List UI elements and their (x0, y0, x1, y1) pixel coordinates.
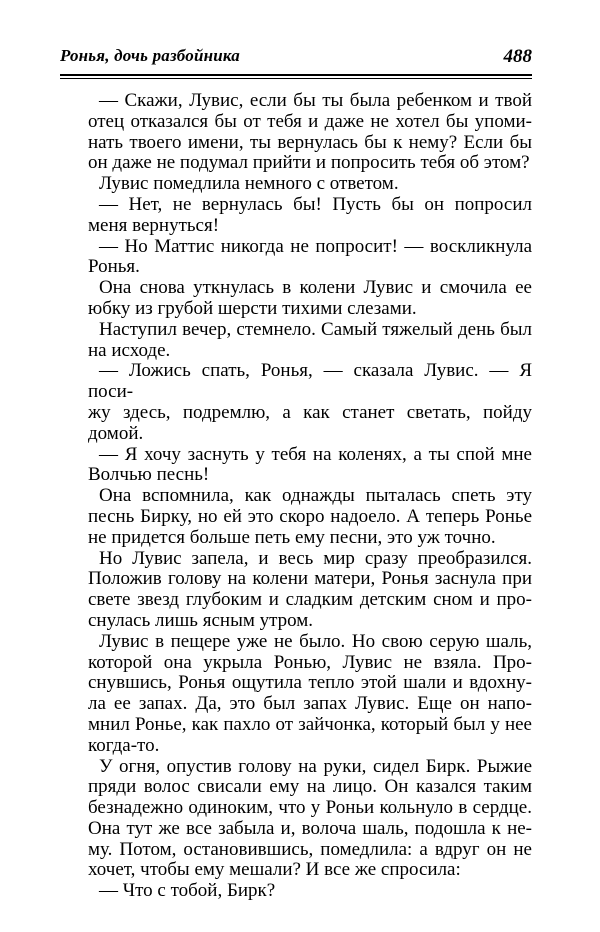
text-line: жу здесь, подремлю, а как станет светать, пойду домой. (88, 401, 532, 444)
paragraph (88, 278, 532, 320)
paragraph (88, 757, 532, 882)
paragraph (88, 320, 532, 362)
paragraph (88, 91, 532, 174)
text-line: ла ее запах. Да, это был запах Лувис. Еще он напо- (88, 693, 532, 715)
text-line: отец отказался бы от тебя и даже не хотел бы упоми- (88, 110, 532, 132)
text-line: которой она укрыла Ронью, Лувис не взяла. Про- (88, 651, 532, 673)
text-line: Лувис помедлила немного с ответом. (99, 173, 399, 195)
text-line: Лувис в пещере уже не было. Но свою серую шаль, (99, 630, 532, 652)
header-rule (60, 74, 532, 79)
text-line: — Я хочу заснуть у тебя на коленях, а ты спой мне (99, 443, 532, 465)
running-head (60, 46, 532, 76)
text-line: снувшись, Ронья ощутила тепло этой шали и вдохну- (88, 672, 532, 694)
paragraph (88, 361, 532, 444)
text-line: Наступил вечер, стемнело. Самый тяжелый день был (99, 318, 532, 340)
paragraph (88, 237, 532, 279)
text-line: — Но Маттис никогда не попросит! — воскликнула (99, 235, 532, 257)
text-line: Она вспомнила, как однажды пыталась спеть эту (99, 485, 532, 507)
text-line: снулась лишь ясным утром. (88, 609, 314, 631)
text-line: Положив голову на колени матери, Ронья заснула при (88, 568, 532, 590)
text-line: Она тут же все забыла и, волоча шаль, подошла к не- (88, 817, 532, 839)
text-line: нать твоего имени, ты вернулась бы к нему? Если бы (88, 131, 532, 153)
text-line: Но Лувис запела, и весь мир сразу преобразился. (99, 547, 532, 569)
text-line: Ронья. (88, 256, 140, 278)
text-line: Она снова уткнулась в колени Лувис и смочила ее (99, 277, 532, 299)
text-line: не придется больше петь ему песни, это уж точно. (88, 526, 496, 548)
text-line: — Ложись спать, Ронья, — сказала Лувис. — Я поси- (88, 360, 532, 403)
text-line: — Скажи, Лувис, если бы ты была ребенком и твой (99, 90, 532, 111)
book-title: Ронья, дочь разбойника (60, 46, 241, 65)
text-line: — Нет, не вернулась бы! Пусть бы он попросил (99, 193, 532, 215)
paragraph (88, 445, 532, 487)
text-line: мнил Ронье, как пахло от зайчонка, который был у нее (88, 713, 532, 735)
text-line: на исходе. (88, 339, 171, 361)
page-number: 488 (503, 46, 532, 67)
text-line: У огня, опустив голову на руки, сидел Бирк. Рыжие (99, 755, 532, 777)
text-line: юбку из грубой шерсти тихими слезами. (88, 297, 417, 319)
paragraph (88, 174, 532, 195)
paragraph (88, 549, 532, 632)
text-line: хочет, чтобы ему мешали? И все же спросила: (88, 859, 461, 881)
paragraph (88, 195, 532, 237)
text-line: му. Потом, остановившись, помедлила: а вдруг он не (88, 838, 532, 860)
text-line: меня вернуться! (88, 214, 220, 236)
body-text (88, 91, 532, 902)
text-line: он даже не подумал прийти и попросить тебя об этом? (88, 152, 530, 174)
text-line: — Что с тобой, Бирк? (99, 880, 276, 902)
text-line: безнадежно одиноким, что у Роньи кольнуло в сердце. (88, 797, 532, 819)
text-line: Волчью песнь! (88, 464, 210, 486)
paragraph (88, 632, 532, 757)
paragraph (88, 486, 532, 548)
text-line: когда-то. (88, 734, 160, 756)
text-line: песнь Бирку, но ей это скоро надоело. А теперь Ронье (88, 505, 532, 527)
paragraph (88, 881, 532, 902)
text-line: свете звезд глубоким и сладким детским сном и про- (88, 589, 532, 611)
text-line: пряди волос свисали ему на лицо. Он казался таким (88, 776, 532, 798)
